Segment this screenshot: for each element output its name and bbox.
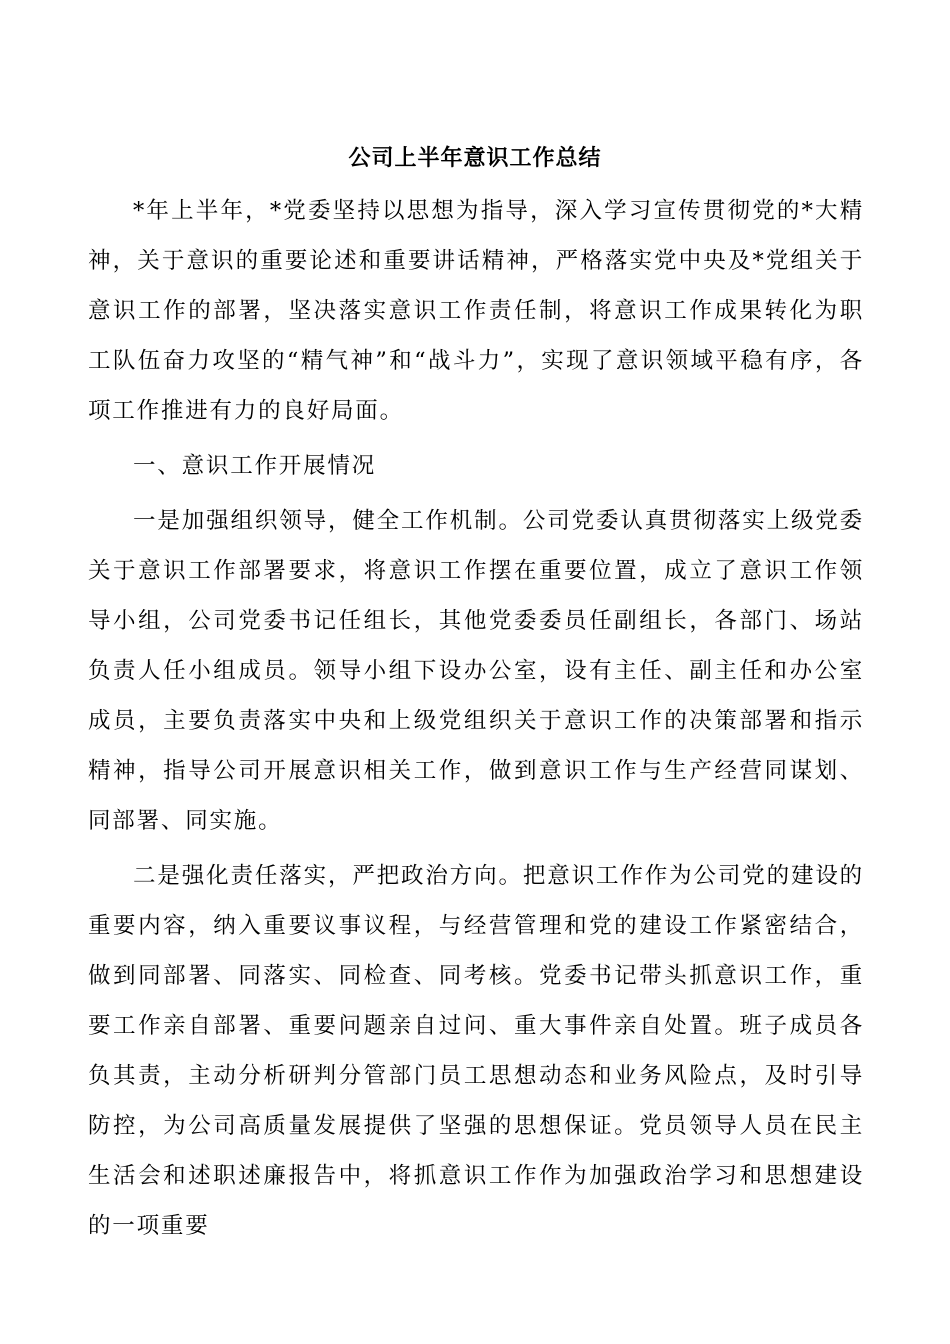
section-heading: 一、意识工作开展情况 [133,453,377,479]
intro-paragraph: *年上半年，*党委坚持以思想为指导，深入学习宣传贯彻党的*大精神，关于意识的重要论述和重要讲话精神，严格落实党中央及*党组关于意识工作的部署，坚决落实意识工作责任制，将意识工作成果转化为职工队伍奋力攻坚的“精气神”和“战斗力”，实现了意识领域平稳有序，各项工作推进有力的良好局面。 [88,198,864,424]
paragraph-organization: 一是加强组织领导，健全工作机制。公司党委认真贯彻落实上级党委关于意识工作部署要求，将意识工作摆在重要位置，成立了意识工作领导小组，公司党委书记任组长，其他党委委员任副组长，各部门、场站负责人任小组成员。领导小组下设办公室，设有主任、副主任和办公室成员，主要负责落实中央和上级党组织关于意识工作的决策部署和指示精神，指导公司开展意识相关工作，做到意识工作与生产经营同谋划、同部署、同实施。 [88,508,864,834]
document-body [88,186,864,1256]
paragraph-responsibility: 二是强化责任落实，严把政治方向。把意识工作作为公司党的建设的重要内容，纳入重要议事议程，与经营管理和党的建设工作紧密结合，做到同部署、同落实、同检查、同考核。党委书记带头抓意识工作，重要工作亲自部署、重要问题亲自过问、重大事件亲自处置。班子成员各负其责，主动分析研判分管部门员工思想动态和业务风险点，及时引导防控，为公司高质量发展提供了坚强的思想保证。党员领导人员在民主生活会和述职述廉报告中，将抓意识工作作为加强政治学习和思想建设的一项重要 [88,863,864,1239]
document-title: 公司上半年意识工作总结 [348,146,602,171]
